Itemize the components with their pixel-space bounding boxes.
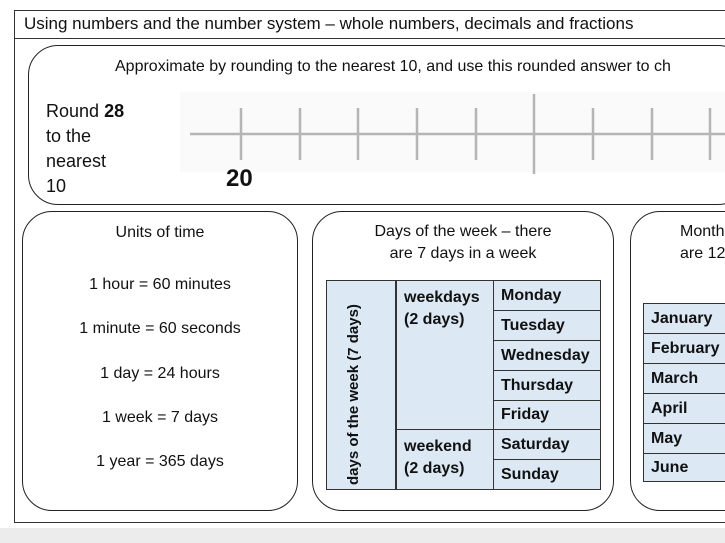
- weekend-group-cell: [396, 429, 494, 490]
- months-title-line-2: are 12: [680, 245, 725, 262]
- page-title: Using numbers and the number system – whole numbers, decimals and fractions: [24, 14, 634, 33]
- question-number: 28: [104, 101, 125, 121]
- question-line-4: 10: [46, 176, 67, 196]
- month-cell: April: [643, 393, 725, 424]
- time-fact: 1 minute = 60 seconds: [79, 320, 241, 337]
- months-title: [680, 221, 725, 265]
- weekend-count: (2 days): [404, 460, 465, 477]
- day-cell: Monday: [493, 280, 601, 311]
- rounding-instruction: Approximate by rounding to the nearest 10, and use this rounded answer to ch: [115, 58, 671, 75]
- days-vertical-label: days of the week (7 days): [345, 304, 362, 485]
- day-cell: Thursday: [493, 370, 601, 401]
- time-fact: 1 year = 365 days: [96, 453, 224, 470]
- day-cell: Wednesday: [493, 340, 601, 371]
- days-of-week-title: [312, 221, 614, 265]
- month-cell: February: [643, 333, 725, 364]
- days-title-line-1: Days of the week – there: [374, 223, 552, 240]
- month-cell: January: [643, 303, 725, 334]
- rounding-answer: 20: [226, 165, 253, 192]
- day-cell: Sunday: [493, 459, 601, 490]
- month-cell: June: [643, 453, 725, 482]
- weekdays-label: weekdays: [404, 289, 480, 306]
- day-cell: Saturday: [493, 429, 601, 460]
- question-line-2: to the: [46, 126, 92, 146]
- weekdays-count: (2 days): [404, 311, 465, 328]
- weekend-label: weekend: [404, 438, 472, 455]
- question-word-round: Round: [46, 101, 100, 121]
- question-line-3: nearest: [46, 151, 107, 171]
- month-cell: May: [643, 423, 725, 454]
- day-cell: Friday: [493, 400, 601, 430]
- time-fact: 1 week = 7 days: [101, 409, 219, 426]
- weekdays-group-cell: [396, 280, 494, 430]
- day-cell: Tuesday: [493, 310, 601, 341]
- time-fact: 1 hour = 60 minutes: [89, 276, 231, 293]
- time-fact: 1 day = 24 hours: [100, 365, 220, 382]
- month-cell: March: [643, 363, 725, 394]
- months-title-line-1: Month: [680, 223, 725, 240]
- days-title-line-2: are 7 days in a week: [389, 245, 537, 262]
- units-of-time-title: Units of time: [115, 224, 205, 241]
